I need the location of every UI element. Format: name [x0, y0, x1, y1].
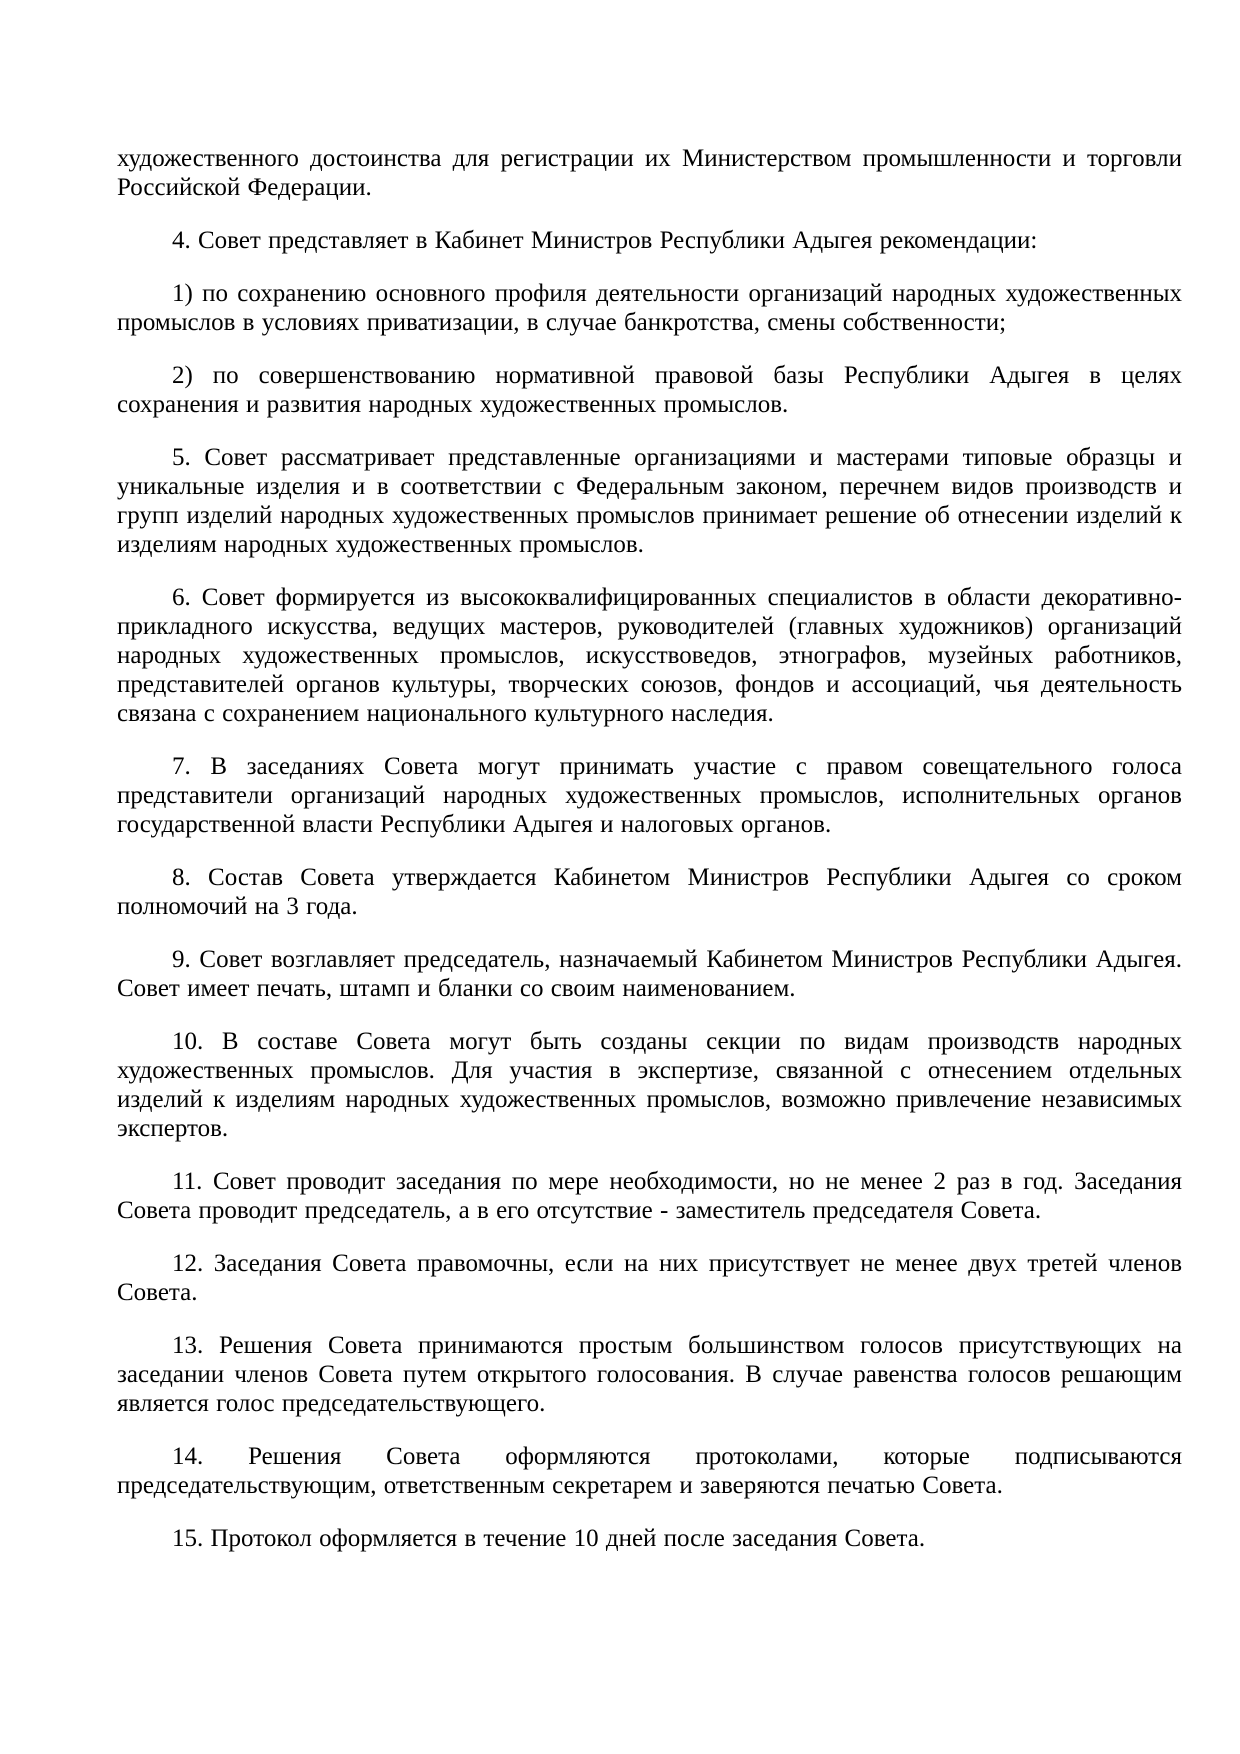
paragraph: 6. Совет формируется из высококвалифицированных специалистов в области декоративно-прикладного искусства, ведущих мастеров, руководителей (главных художников) организаций народных художественных промыслов, искусствоведов, этнографов, музейных работников, представителей органов культуры, творческих союзов, фондов и ассоциаций, чья деятельность связана с сохранением национального культурного наследия. — [117, 584, 1182, 727]
paragraph: 15. Протокол оформляется в течение 10 дней после заседания Совета. — [172, 1525, 926, 1552]
paragraph: 14. Решения Совета оформляются протоколами, которые подписываются председательствующим, ответственным секретарем и заверяются печатью Совета. — [117, 1443, 1182, 1499]
paragraph: 4. Совет представляет в Кабинет Министров Республики Адыгея рекомендации: — [172, 227, 1038, 254]
paragraph: 1) по сохранению основного профиля деятельности организаций народных художественных промыслов в условиях приватизации, в случае банкротства, смены собственности; — [117, 280, 1182, 336]
paragraph: 10. В составе Совета могут быть созданы секции по видам производств народных художественных промыслов. Для участия в экспертизе, связанной с отнесением отдельных изделий к изделиям народных художественных промыслов, возможно привлечение независимых экспертов. — [117, 1028, 1182, 1142]
paragraph: 13. Решения Совета принимаются простым большинством голосов присутствующих на заседании членов Совета путем открытого голосования. В случае равенства голосов решающим является голос председательствующего. — [117, 1332, 1182, 1417]
paragraph: 2) по совершенствованию нормативной правовой базы Республики Адыгея в целях сохранения и развития народных художественных промыслов. — [117, 362, 1182, 418]
document-body — [117, 144, 1182, 1553]
paragraph: 5. Совет рассматривает представленные организациями и мастерами типовые образцы и уникальные изделия и в соответствии с Федеральным законом, перечнем видов производств и групп изделий народных художественных промыслов принимает решение об отнесении изделий к изделиям народных художественных промыслов. — [117, 444, 1182, 558]
paragraph: 11. Совет проводит заседания по мере необходимости, но не менее 2 раз в год. Заседания Совета проводит председатель, а в его отсутствие - заместитель председателя Совета. — [117, 1168, 1182, 1224]
paragraph: 8. Состав Совета утверждается Кабинетом Министров Республики Адыгея со сроком полномочий на 3 года. — [117, 864, 1182, 920]
paragraph: 7. В заседаниях Совета могут принимать участие с правом совещательного голоса представители организаций народных художественных промыслов, исполнительных органов государственной власти Республики Адыгея и налоговых органов. — [117, 753, 1182, 838]
paragraph: художественного достоинства для регистрации их Министерством промышленности и торговли Российской Федерации. — [117, 145, 1182, 201]
paragraph: 9. Совет возглавляет председатель, назначаемый Кабинетом Министров Республики Адыгея. Совет имеет печать, штамп и бланки со своим наименованием. — [117, 946, 1182, 1002]
paragraph: 12. Заседания Совета правомочны, если на них присутствует не менее двух третей членов Совета. — [117, 1250, 1182, 1306]
